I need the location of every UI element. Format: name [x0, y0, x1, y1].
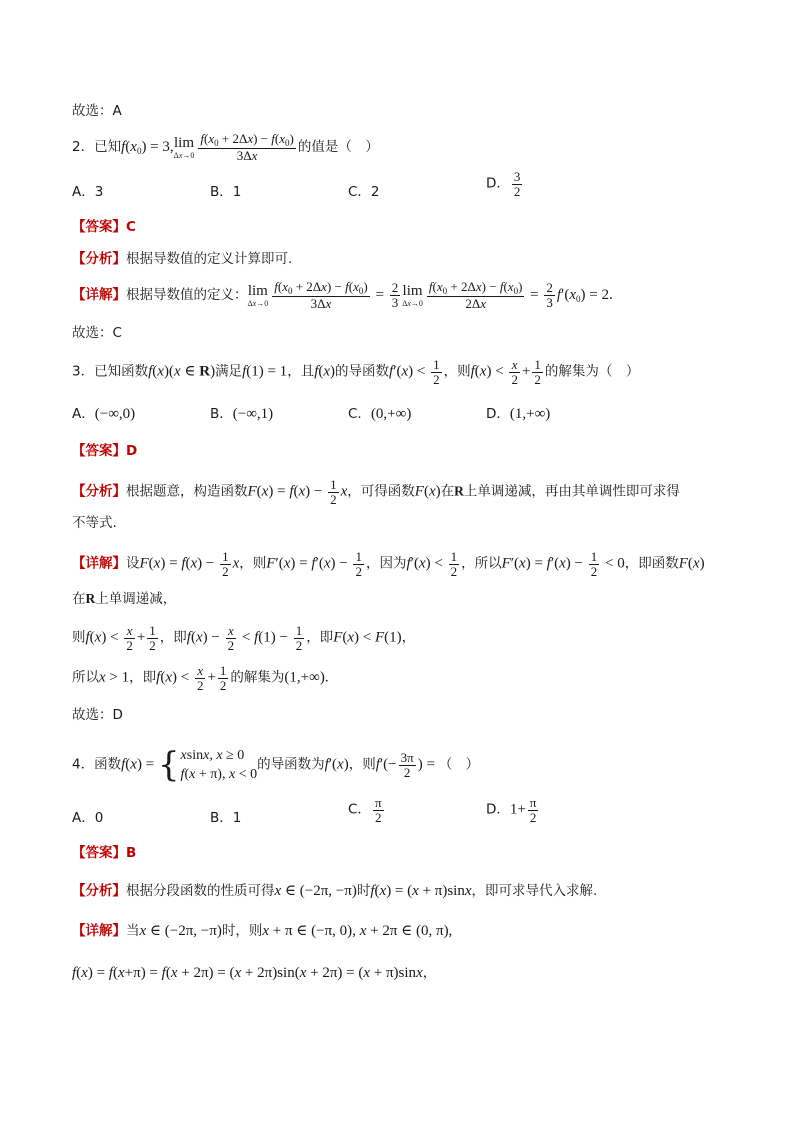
q2-option-d: D． $\frac{3}{2}$: [486, 169, 521, 199]
q3-option-d: D．(1,+∞): [486, 406, 551, 422]
q4-option-a: A．0: [72, 810, 104, 826]
q4-detail: 【详解】当x ∈ (−2π, −π)时，则x + π ∈ (−π, 0), x + 2π ∈ (0, π),: [72, 923, 453, 939]
q2-analysis: 【分析】根据导数值的定义计算即可.: [72, 251, 293, 267]
q2-fraction: $\frac{f(x_0 + 2\Delta x) - f(x_0)}{3\Delta x}$: [200, 131, 294, 164]
q3-option-b: B．(−∞,1): [210, 406, 274, 422]
q3-detail: 【详解】设F(x) = f(x) − $\frac{1}{2}$ x，则F′(x) = f′(x) − $\frac{1}{2}$ ，因为f′(x) < $\frac{1}{2}$ ，所以F′(x) = f′(x) − $\frac{1}{2}$ < 0，即函数F(x): [72, 549, 705, 579]
q3-detail-line4: 所以x > 1，即f(x) < $\frac{x}{2}$ + $\frac{1}{2}$ 的解集为(1,+∞).: [72, 663, 329, 693]
q3-analysis-cont: 不等式.: [72, 515, 117, 531]
q4-detail-line2: f(x) = f(x+π) = f(x + 2π) = (x + 2π)sin(x + 2π) = (x + π)sinx，: [72, 965, 437, 981]
piecewise-definition: { xsinx, x ≥ 0 f(x + π), x < 0: [157, 745, 258, 785]
q2-choice-line: 故选：C: [72, 325, 122, 341]
q3-option-c: C．(0,+∞): [348, 406, 412, 422]
q2-number: 2．: [72, 139, 95, 156]
q4-option-d: D．1+ $\frac{\pi}{2}$: [486, 795, 537, 825]
q4-question: 4．函数f(x) = { xsinx, x ≥ 0 f(x + π), x < 0 的导函数为f′(x)，则f′(− $\frac{3\pi}{2}$ ) = （ ）: [72, 745, 480, 785]
q3-detail-line2: 在R上单调递减，: [72, 591, 177, 607]
q3-answer: 【答案】D: [72, 443, 138, 459]
q2-answer: 【答案】C: [72, 219, 136, 235]
q2-option-a: A．3: [72, 184, 104, 200]
q2-detail: 【详解】根据导数值的定义： lim Δx→0 $\frac{f(x_0 + 2\Delta x) - f(x_0)}{3\Delta x}$ = $\frac{2}{3}$ lim Δx→0 $\frac{f(x_0 + 2\Delta x) - f(x_0)}{2\Delta x}$ = $\frac{2}{3}$ $f'(x_0) = 2$.: [72, 279, 613, 312]
q2-option-b: B．1: [210, 184, 242, 200]
limit-symbol: lim Δx→0: [173, 134, 195, 160]
q3-choice-line: 故选：D: [72, 707, 123, 723]
q2-formula: $f(x_0) = 3$,: [121, 139, 174, 157]
q4-option-b: B．1: [210, 810, 242, 826]
q4-analysis: 【分析】根据分段函数的性质可得x ∈ (−2π, −π)时f(x) = (x + π)sinx，即可求导代入求解.: [72, 883, 598, 899]
q2-option-c: C．2: [348, 184, 380, 200]
q4-option-c: C． $\frac{\pi}{2}$: [348, 795, 382, 825]
q4-answer: 【答案】B: [72, 845, 137, 861]
q3-option-a: A．(−∞,0): [72, 406, 136, 422]
q1-choice-line: 故选：A: [72, 103, 122, 119]
q3-analysis: 【分析】根据题意，构造函数F(x) = f(x) − $\frac{1}{2}$ x，可得函数F(x)在R上单调递减，再由其单调性即可求得: [72, 477, 680, 507]
q3-question: 3．已知函数f(x)(x ∈ R)满足f(1) = 1，且f(x)的导函数f′(x) < $\frac{1}{2}$ ，则f(x) < $\frac{x}{2}$ + $\frac{1}{2}$ 的解集为（ ）: [72, 357, 640, 387]
q2-question: 2．已知$f(x_0) = 3$, lim Δx→0 $\frac{f(x_0 + 2\Delta x) - f(x_0)}{3\Delta x}$ 的值是（ ）: [72, 131, 379, 164]
q3-detail-line3: 则f(x) < $\frac{x}{2}$ + $\frac{1}{2}$ ，即f(x) − $\frac{x}{2}$ < f(1) − $\frac{1}{2}$ ，即F(x) < F(1)，: [72, 623, 416, 653]
